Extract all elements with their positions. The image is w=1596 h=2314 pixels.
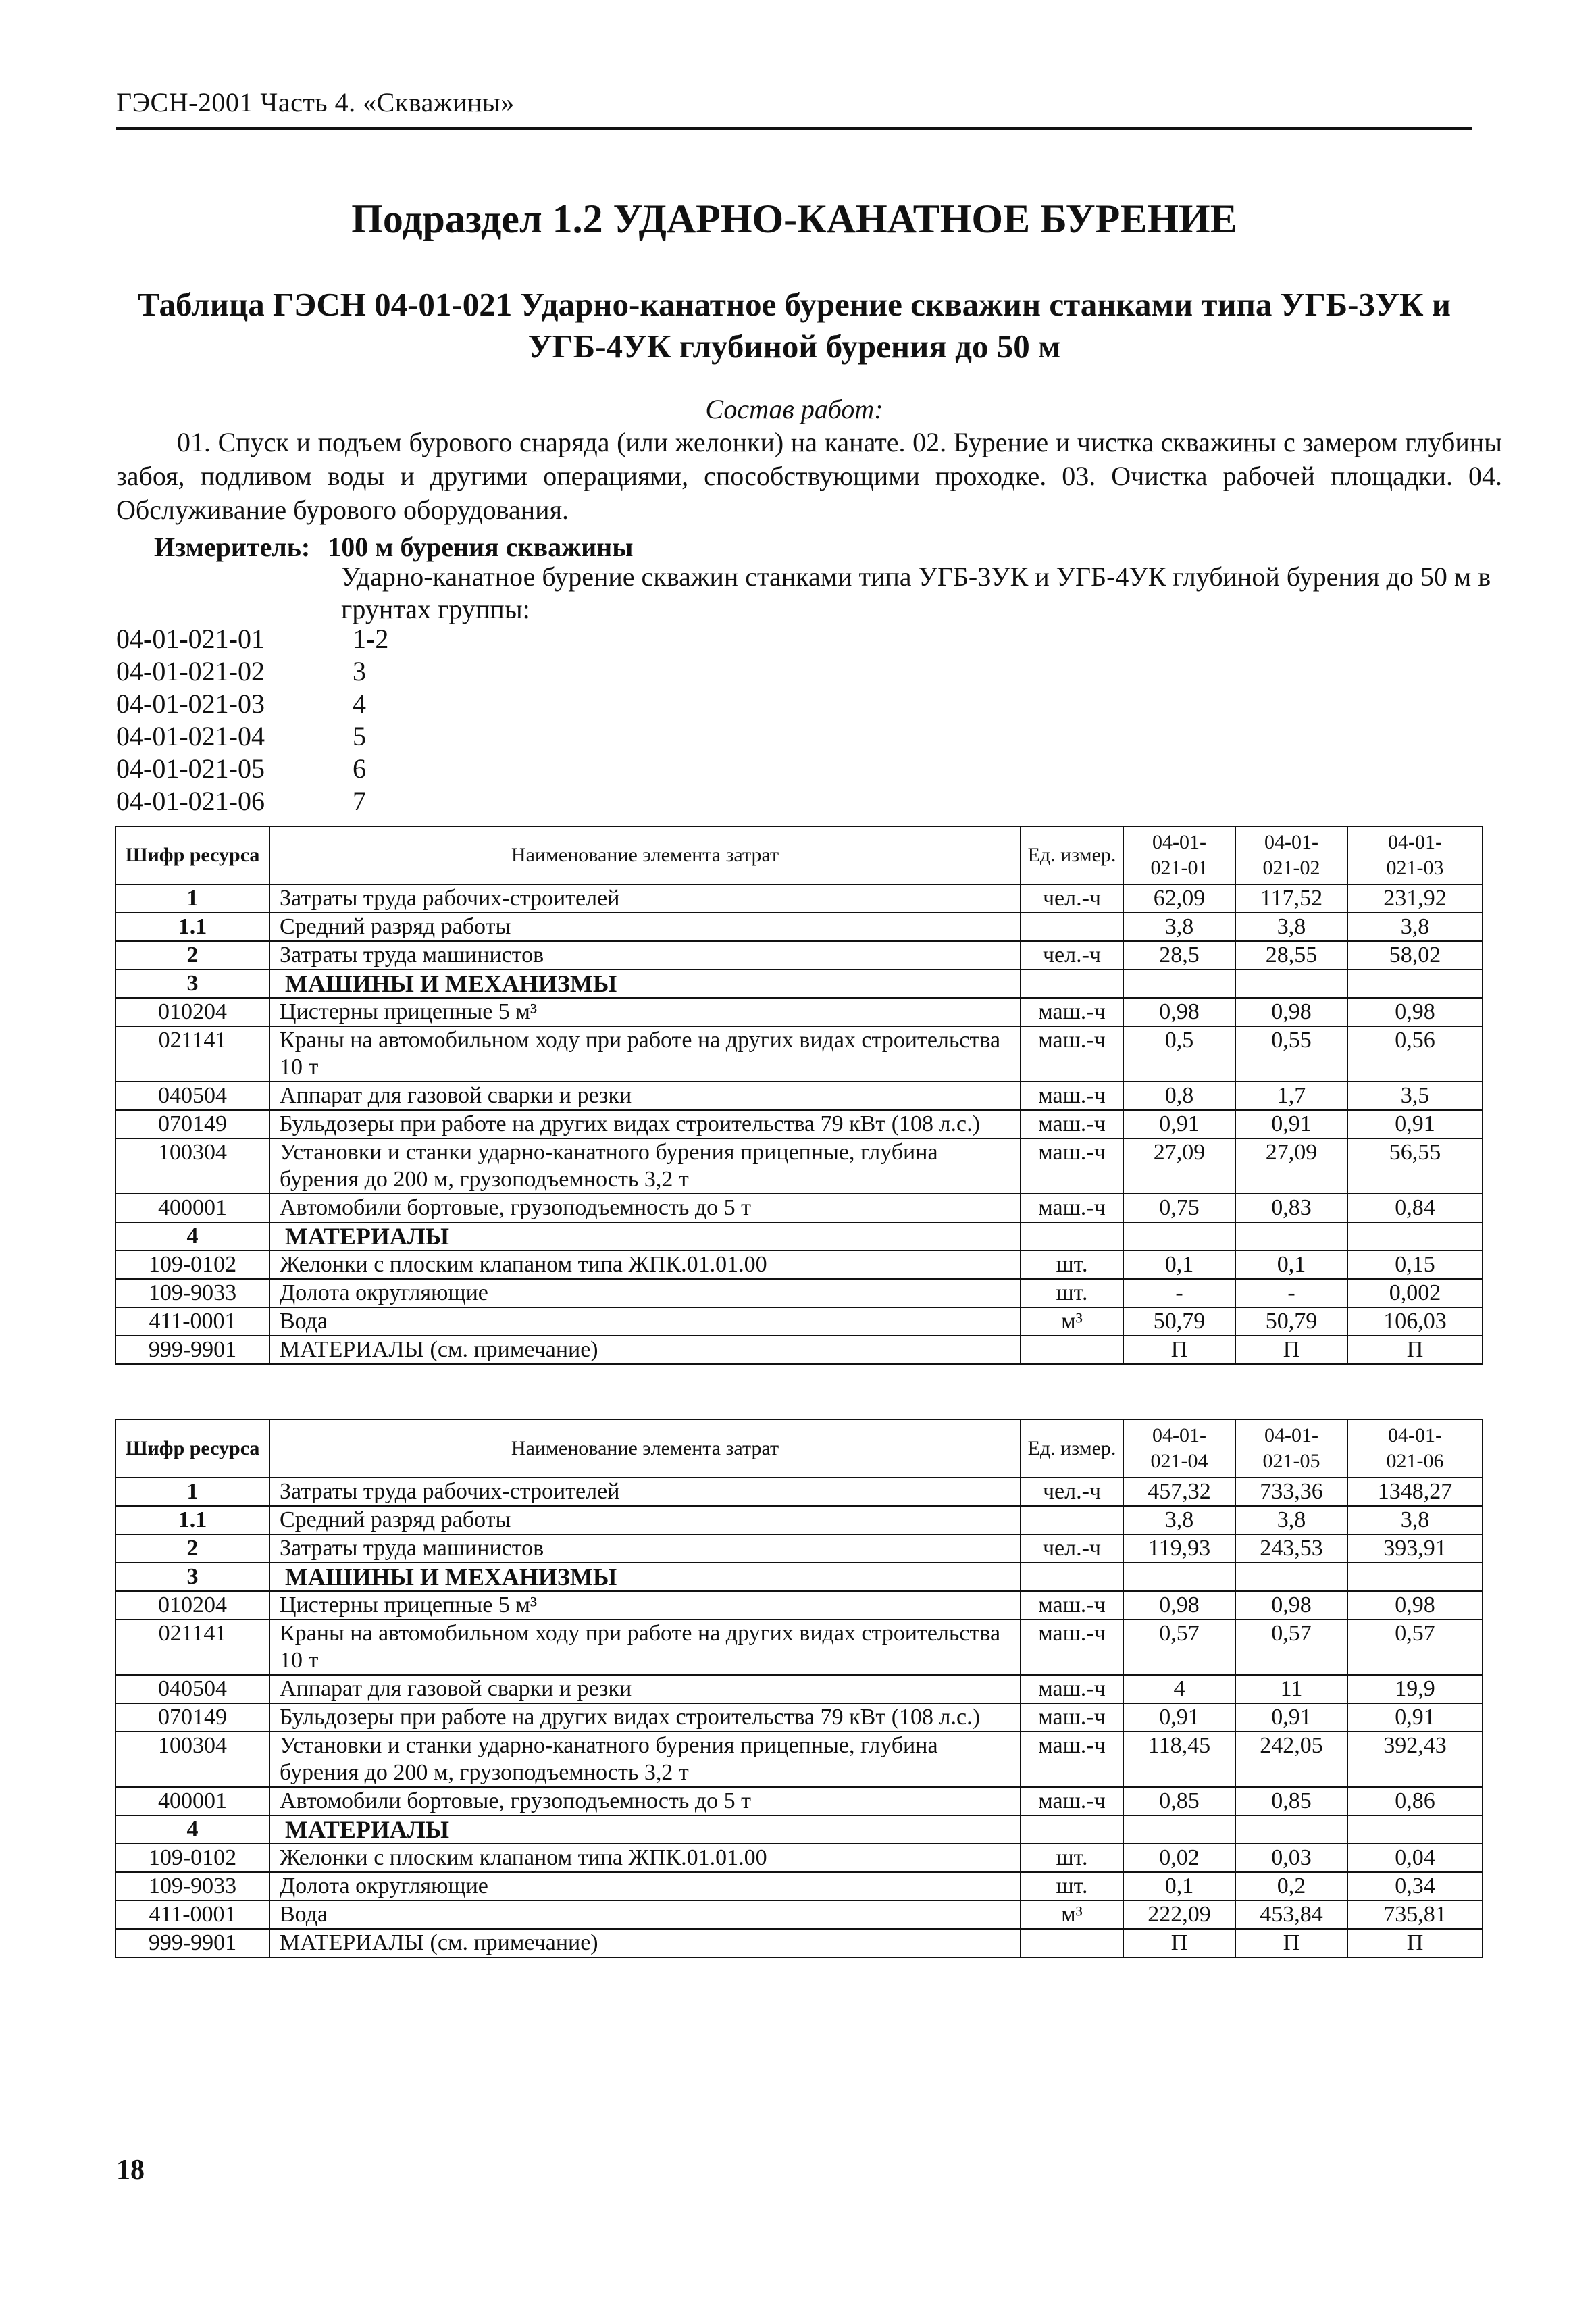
resource-value [1235,1815,1347,1844]
resource-value [1123,1815,1235,1844]
resource-value: 735,81 [1347,1901,1483,1929]
table-body [115,884,1483,1364]
header-variant-line: 04-01- [1152,1424,1206,1447]
resource-value: 28,55 [1235,941,1347,970]
table-row [115,1307,1483,1336]
resource-code: 040504 [115,1675,269,1703]
resource-unit: маш.-ч [1021,1138,1123,1194]
resource-value [1123,1222,1235,1251]
resource-value: 453,84 [1235,1901,1347,1929]
resource-unit: м³ [1021,1307,1123,1336]
resource-value: 3,8 [1347,1506,1483,1534]
resource-code: 040504 [115,1082,269,1110]
table-row [115,1675,1483,1703]
resource-code: 109-9033 [115,1279,269,1307]
resource-value: 0,1 [1235,1251,1347,1279]
table-title [116,284,1472,368]
resource-code: 021141 [115,1619,269,1675]
resource-unit: чел.-ч [1021,1534,1123,1563]
table-row [115,1082,1483,1110]
resource-value: 0,75 [1123,1194,1235,1222]
resource-name: Желонки с плоским клапаном типа ЖПК.01.01.00 [269,1251,1021,1279]
table-row [115,1194,1483,1222]
resource-unit: шт. [1021,1279,1123,1307]
variant-row [116,655,521,688]
table-title-line-1: Таблица ГЭСН 04-01-021 Ударно-канатное бурение скважин станками типа УГБ-3УК и [138,286,1451,323]
resource-name: Средний разряд работы [269,1506,1021,1534]
resource-unit [1021,1929,1123,1957]
resource-code: 2 [115,941,269,970]
resource-code: 109-9033 [115,1872,269,1901]
resource-name: МАШИНЫ И МЕХАНИЗМЫ [269,1563,1021,1591]
table-row [115,913,1483,941]
resource-name: Бульдозеры при работе на других видах строительства 79 кВт (108 л.с.) [269,1110,1021,1138]
resource-value: 0,91 [1235,1703,1347,1732]
resource-value [1347,1563,1483,1591]
table-header-row [115,1419,1483,1478]
variant-row [116,753,521,785]
resource-name: Затраты труда рабочих-строителей [269,884,1021,913]
resource-unit: маш.-ч [1021,1082,1123,1110]
header-variant-line: 04-01- [1388,831,1442,853]
resource-name: Вода [269,1307,1021,1336]
table-row [115,1251,1483,1279]
variant-code: 04-01-021-06 [116,786,265,816]
resource-value: 0,04 [1347,1844,1483,1872]
table-row [115,1703,1483,1732]
resource-code: 1.1 [115,1506,269,1534]
resource-name: Аппарат для газовой сварки и резки [269,1082,1021,1110]
header-variant-line: 021-04 [1150,1450,1208,1472]
resource-name: Затраты труда машинистов [269,1534,1021,1563]
resource-code: 109-0102 [115,1844,269,1872]
resource-unit: маш.-ч [1021,1675,1123,1703]
resource-value: 119,93 [1123,1534,1235,1563]
resource-unit: чел.-ч [1021,884,1123,913]
resource-name: Затраты труда рабочих-строителей [269,1478,1021,1506]
resource-value [1347,1222,1483,1251]
resource-value: 3,8 [1235,1506,1347,1534]
variant-description: Ударно-канатное бурение скважин станками типа УГБ-3УК и УГБ-4УК глубиной бурения до 50 м в грунтах группы: [341,561,1491,624]
measure-line [154,531,633,563]
resource-value: 0,55 [1235,1026,1347,1082]
header-variant-line: 021-05 [1262,1450,1320,1472]
variant-code: 04-01-021-04 [116,721,265,751]
table-row [115,1815,1483,1844]
header-code: Шифр ресурса [115,1419,269,1478]
resource-unit: маш.-ч [1021,1194,1123,1222]
resource-value: 0,98 [1347,1591,1483,1619]
variant-row [116,785,521,818]
header-variant [1235,1419,1347,1478]
resource-name: Краны на автомобильном ходу при работе на других видах строительства 10 т [269,1026,1021,1082]
header-code: Шифр ресурса [115,826,269,884]
resource-value: 0,02 [1123,1844,1235,1872]
resource-name: Установки и станки ударно-канатного бурения прицепные, глубина бурения до 200 м, грузоподъемность 3,2 т [269,1138,1021,1194]
resource-code: 010204 [115,1591,269,1619]
header-variant-line: 021-01 [1150,857,1208,879]
resource-value: 0,98 [1235,998,1347,1026]
resource-name: Автомобили бортовые, грузоподъемность до 5 т [269,1787,1021,1815]
resource-value: 0,85 [1235,1787,1347,1815]
resource-name: Цистерны прицепные 5 м³ [269,1591,1021,1619]
table-body [115,1478,1483,1957]
table-row [115,941,1483,970]
subsection-title: Подраздел 1.2 УДАРНО-КАНАТНОЕ БУРЕНИЕ [351,197,1237,241]
resource-value: 1348,27 [1347,1478,1483,1506]
resource-name: Долота округляющие [269,1279,1021,1307]
resource-value [1123,1563,1235,1591]
resource-value: 0,57 [1123,1619,1235,1675]
resource-value: 242,05 [1235,1732,1347,1787]
variant-row [116,688,521,720]
resource-unit: маш.-ч [1021,1110,1123,1138]
variant-group: 1-2 [353,624,389,654]
resource-value: 50,79 [1235,1307,1347,1336]
header-variant [1123,826,1235,884]
resource-value [1235,1563,1347,1591]
variant-code: 04-01-021-05 [116,753,265,784]
resource-unit [1021,913,1123,941]
resource-name: Средний разряд работы [269,913,1021,941]
resource-value: 0,98 [1123,1591,1235,1619]
table-row [115,1506,1483,1534]
resource-name: МАШИНЫ И МЕХАНИЗМЫ [269,970,1021,998]
resource-unit: шт. [1021,1844,1123,1872]
header-unit: Ед. измер. [1021,826,1123,884]
resource-value: 62,09 [1123,884,1235,913]
resource-name: Долота округляющие [269,1872,1021,1901]
resource-value: 4 [1123,1675,1235,1703]
resource-value: 1,7 [1235,1082,1347,1110]
resource-name: МАТЕРИАЛЫ (см. примечание) [269,1929,1021,1957]
resource-value: 106,03 [1347,1307,1483,1336]
resource-value: 0,1 [1123,1872,1235,1901]
header-unit: Ед. измер. [1021,1419,1123,1478]
variant-code: 04-01-021-03 [116,688,265,719]
table-row [115,1279,1483,1307]
resource-value: 0,8 [1123,1082,1235,1110]
resource-code: 1 [115,884,269,913]
resource-value: 3,8 [1123,913,1235,941]
resource-value: 0,83 [1235,1194,1347,1222]
resource-unit: шт. [1021,1251,1123,1279]
resource-value: 0,98 [1123,998,1235,1026]
table-row [115,998,1483,1026]
resource-value: - [1123,1279,1235,1307]
resource-value: П [1235,1929,1347,1957]
header-variant [1123,1419,1235,1478]
resource-value [1123,970,1235,998]
header-name: Наименование элемента затрат [269,1419,1021,1478]
variant-row [116,623,521,655]
resource-value: 11 [1235,1675,1347,1703]
resource-value: 3,5 [1347,1082,1483,1110]
resource-code: 100304 [115,1732,269,1787]
resource-unit: маш.-ч [1021,1787,1123,1815]
table-row [115,1110,1483,1138]
table-row [115,1591,1483,1619]
resource-value: 0,84 [1347,1194,1483,1222]
resource-unit [1021,970,1123,998]
table-row [115,1478,1483,1506]
resource-unit [1021,1336,1123,1364]
resource-value: 0,2 [1235,1872,1347,1901]
resource-unit [1021,1222,1123,1251]
resource-code: 999-9901 [115,1336,269,1364]
resource-value: 0,1 [1123,1251,1235,1279]
resource-name: МАТЕРИАЛЫ [269,1222,1021,1251]
resource-code: 070149 [115,1703,269,1732]
resource-unit: маш.-ч [1021,1703,1123,1732]
resource-code: 999-9901 [115,1929,269,1957]
table-row [115,1336,1483,1364]
table-row [115,1844,1483,1872]
resource-value [1235,1222,1347,1251]
resource-unit: маш.-ч [1021,1591,1123,1619]
resource-table-a [115,826,1483,1365]
resource-value: 0,15 [1347,1251,1483,1279]
work-composition-text: 01. Спуск и подъем бурового снаряда (или желонки) на канате. 02. Бурение и чистка скважины с замером глубины забоя, подливом воды и другими операциями, способствующими проходке. 03. Очистка рабочей площадки. 04. Обслуживание бурового оборудования. [116,427,1502,525]
resource-value: 28,5 [1123,941,1235,970]
header-variant-line: 021-03 [1386,857,1444,879]
resource-name: Вода [269,1901,1021,1929]
resource-value: 243,53 [1235,1534,1347,1563]
resource-value: П [1235,1336,1347,1364]
variant-code: 04-01-021-01 [116,624,265,654]
resource-name: Аппарат для газовой сварки и резки [269,1675,1021,1703]
header-variant-line: 021-06 [1386,1450,1444,1472]
header-name: Наименование элемента затрат [269,826,1021,884]
resource-name: Желонки с плоским клапаном типа ЖПК.01.01.00 [269,1844,1021,1872]
resource-value: 457,32 [1123,1478,1235,1506]
table-row [115,1563,1483,1591]
resource-value: 0,57 [1347,1619,1483,1675]
resource-value: П [1123,1929,1235,1957]
resource-unit: маш.-ч [1021,1732,1123,1787]
resource-value: 3,8 [1347,913,1483,941]
table-title-line-2: УГБ-4УК глубиной бурения до 50 м [527,328,1061,365]
resource-value: 0,98 [1235,1591,1347,1619]
resource-value: 0,85 [1123,1787,1235,1815]
resource-value: 0,34 [1347,1872,1483,1901]
resource-code: 411-0001 [115,1901,269,1929]
resource-value: 0,86 [1347,1787,1483,1815]
table-row [115,884,1483,913]
resource-code: 010204 [115,998,269,1026]
resource-name: МАТЕРИАЛЫ [269,1815,1021,1844]
resource-name: Цистерны прицепные 5 м³ [269,998,1021,1026]
table-row [115,1787,1483,1815]
resource-value: 0,91 [1347,1703,1483,1732]
header-variant [1347,826,1483,884]
resource-value: 222,09 [1123,1901,1235,1929]
resource-code: 109-0102 [115,1251,269,1279]
table-row [115,1732,1483,1787]
resource-value: 0,57 [1235,1619,1347,1675]
variant-group: 4 [353,688,366,719]
resource-value: 0,91 [1347,1110,1483,1138]
resource-value: 27,09 [1235,1138,1347,1194]
resource-value: 27,09 [1123,1138,1235,1194]
resource-unit: м³ [1021,1901,1123,1929]
resource-value: 0,91 [1235,1110,1347,1138]
header-variant-line: 04-01- [1264,831,1318,853]
resource-code: 070149 [115,1110,269,1138]
resource-unit: чел.-ч [1021,941,1123,970]
header-variant-line: 04-01- [1152,831,1206,853]
resource-value [1347,1815,1483,1844]
variant-group: 5 [353,721,366,751]
resource-value: 231,92 [1347,884,1483,913]
table-row [115,1929,1483,1957]
resource-code: 3 [115,1563,269,1591]
resource-value: 19,9 [1347,1675,1483,1703]
table-row [115,1619,1483,1675]
resource-name: МАТЕРИАЛЫ (см. примечание) [269,1336,1021,1364]
resource-value: 0,98 [1347,998,1483,1026]
resource-code: 411-0001 [115,1307,269,1336]
variant-group: 6 [353,753,366,784]
resource-name: Автомобили бортовые, грузоподъемность до 5 т [269,1194,1021,1222]
header-variant-line: 04-01- [1388,1424,1442,1447]
variant-code-list [116,623,521,818]
resource-value: П [1347,1336,1483,1364]
resource-unit [1021,1815,1123,1844]
resource-value: 0,03 [1235,1844,1347,1872]
resource-value: 0,56 [1347,1026,1483,1082]
resource-value: 117,52 [1235,884,1347,913]
resource-unit [1021,1506,1123,1534]
resource-unit: чел.-ч [1021,1478,1123,1506]
table-row [115,1901,1483,1929]
variant-group: 7 [353,786,366,816]
variant-code: 04-01-021-02 [116,656,265,686]
resource-value: П [1347,1929,1483,1957]
header-variant-line: 04-01- [1264,1424,1318,1447]
resource-code: 400001 [115,1194,269,1222]
resource-name: Установки и станки ударно-канатного бурения прицепные, глубина бурения до 200 м, грузоподъемность 3,2 т [269,1732,1021,1787]
variant-group: 3 [353,656,366,686]
resource-code: 3 [115,970,269,998]
measure-value: 100 м бурения скважины [328,532,634,562]
resource-value: - [1235,1279,1347,1307]
resource-value: 56,55 [1347,1138,1483,1194]
table-row [115,970,1483,998]
header-variant-line: 021-02 [1262,857,1320,879]
variant-row [116,720,521,753]
resource-value [1235,970,1347,998]
resource-code: 4 [115,1222,269,1251]
resource-value: 0,91 [1123,1110,1235,1138]
resource-value: 0,5 [1123,1026,1235,1082]
table-row [115,1534,1483,1563]
table-row [115,1222,1483,1251]
resource-value [1347,970,1483,998]
resource-value: 392,43 [1347,1732,1483,1787]
resource-value: 733,36 [1235,1478,1347,1506]
page-number: 18 [116,2155,145,2186]
table-row [115,1872,1483,1901]
resource-name: Краны на автомобильном ходу при работе на других видах строительства 10 т [269,1619,1021,1675]
resource-unit [1021,1563,1123,1591]
header-rule [116,127,1472,130]
running-header: ГЭСН-2001 Часть 4. «Скважины» [116,87,515,118]
resource-value: 50,79 [1123,1307,1235,1336]
resource-code: 4 [115,1815,269,1844]
resource-code: 100304 [115,1138,269,1194]
header-variant [1347,1419,1483,1478]
resource-value: 393,91 [1347,1534,1483,1563]
resource-unit: маш.-ч [1021,998,1123,1026]
table-row [115,1026,1483,1082]
resource-value: П [1123,1336,1235,1364]
resource-code: 1.1 [115,913,269,941]
header-variant [1235,826,1347,884]
resource-unit: маш.-ч [1021,1026,1123,1082]
table-row [115,1138,1483,1194]
resource-value: 3,8 [1235,913,1347,941]
work-composition-heading: Состав работ: [705,394,883,424]
resource-unit: шт. [1021,1872,1123,1901]
resource-name: Затраты труда машинистов [269,941,1021,970]
resource-value: 58,02 [1347,941,1483,970]
measure-label: Измеритель: [154,532,311,562]
table-header-row [115,826,1483,884]
resource-table-b [115,1419,1483,1958]
resource-name: Бульдозеры при работе на других видах строительства 79 кВт (108 л.с.) [269,1703,1021,1732]
resource-code: 400001 [115,1787,269,1815]
resource-value: 0,002 [1347,1279,1483,1307]
resource-value: 118,45 [1123,1732,1235,1787]
resource-code: 1 [115,1478,269,1506]
resource-code: 021141 [115,1026,269,1082]
resource-value: 0,91 [1123,1703,1235,1732]
resource-value: 3,8 [1123,1506,1235,1534]
resource-unit: маш.-ч [1021,1619,1123,1675]
resource-code: 2 [115,1534,269,1563]
